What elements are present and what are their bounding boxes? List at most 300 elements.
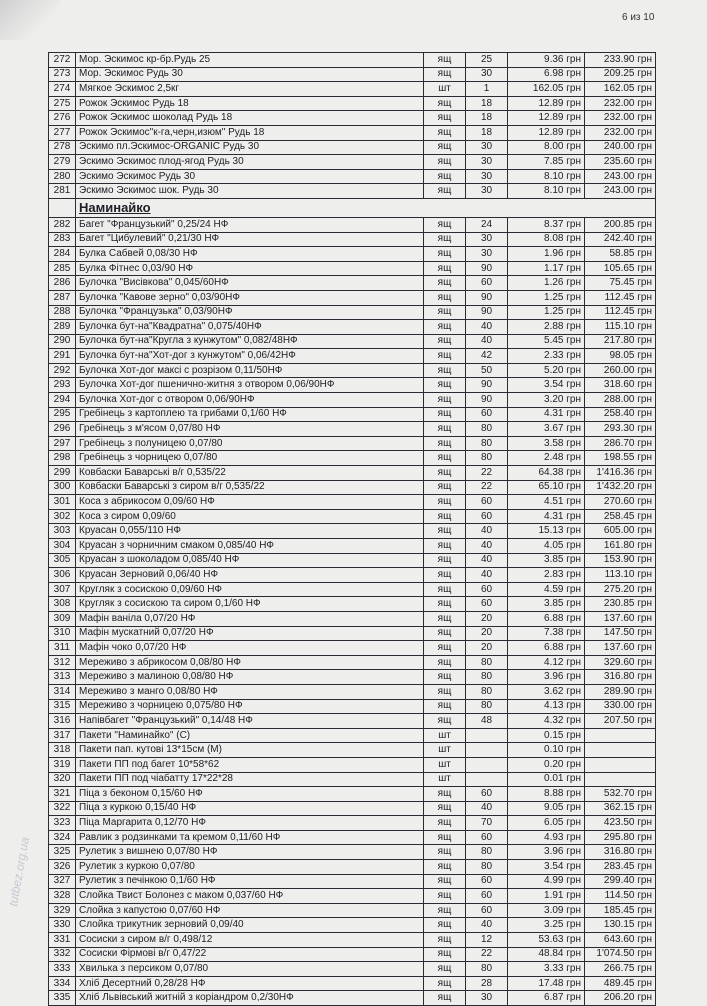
item-total: 266.75 грн bbox=[585, 962, 656, 977]
row-number: 326 bbox=[49, 860, 76, 875]
item-total: 58.85 грн bbox=[585, 247, 656, 262]
item-name: Булочка "Французька" 0,03/90НФ bbox=[76, 305, 424, 320]
item-name: Слойка трикутник зерновий 0,09/40 bbox=[76, 918, 424, 933]
row-number: 306 bbox=[49, 568, 76, 583]
row-number: 279 bbox=[49, 155, 76, 170]
item-name: Слойка з капустою 0,07/60 НФ bbox=[76, 903, 424, 918]
item-quantity: 40 bbox=[466, 539, 508, 554]
item-unit: ящ bbox=[424, 378, 466, 393]
table-row bbox=[49, 436, 656, 451]
item-quantity: 80 bbox=[466, 699, 508, 714]
item-name: Багет "Французький" 0,25/24 НФ bbox=[76, 217, 424, 232]
item-name: Піца з беконом 0,15/60 НФ bbox=[76, 787, 424, 802]
item-total bbox=[585, 772, 656, 787]
item-name: Хліб Десертний 0,28/28 НФ bbox=[76, 976, 424, 991]
item-price: 1.96 грн bbox=[508, 247, 585, 262]
item-unit: ящ bbox=[424, 436, 466, 451]
row-number: 318 bbox=[49, 743, 76, 758]
row-number: 277 bbox=[49, 125, 76, 140]
item-unit: ящ bbox=[424, 111, 466, 126]
table-row bbox=[49, 918, 656, 933]
item-total: 243.00 грн bbox=[585, 169, 656, 184]
item-unit: ящ bbox=[424, 684, 466, 699]
row-number: 286 bbox=[49, 276, 76, 291]
item-total: 260.00 грн bbox=[585, 363, 656, 378]
item-total: 489.45 грн bbox=[585, 976, 656, 991]
row-number: 323 bbox=[49, 816, 76, 831]
item-price: 15.13 грн bbox=[508, 524, 585, 539]
page-number: 6 из 10 bbox=[622, 12, 655, 23]
item-price: 8.00 грн bbox=[508, 140, 585, 155]
item-total: 230.85 грн bbox=[585, 597, 656, 612]
table-row bbox=[49, 155, 656, 170]
item-total: 362.15 грн bbox=[585, 801, 656, 816]
item-quantity: 50 bbox=[466, 363, 508, 378]
item-price: 0.20 грн bbox=[508, 757, 585, 772]
item-name: Булка Фітнес 0,03/90 НФ bbox=[76, 261, 424, 276]
table-row bbox=[49, 641, 656, 656]
table-row bbox=[49, 320, 656, 335]
table-row bbox=[49, 611, 656, 626]
table-row bbox=[49, 830, 656, 845]
item-price: 1.25 грн bbox=[508, 305, 585, 320]
item-total: 243.00 грн bbox=[585, 184, 656, 199]
item-quantity: 12 bbox=[466, 933, 508, 948]
item-quantity: 40 bbox=[466, 801, 508, 816]
item-price: 65.10 грн bbox=[508, 480, 585, 495]
item-name: Ковбаски Баварські в/г 0,535/22 bbox=[76, 466, 424, 481]
item-quantity: 60 bbox=[466, 874, 508, 889]
item-name: Рожок Эскимос"к-га,черн,изюм" Рудь 18 bbox=[76, 125, 424, 140]
table-row bbox=[49, 597, 656, 612]
item-price: 4.31 грн bbox=[508, 509, 585, 524]
item-unit: ящ bbox=[424, 860, 466, 875]
item-name: Рулетик з куркою 0,07/80 bbox=[76, 860, 424, 875]
table-row bbox=[49, 626, 656, 641]
item-price: 3.54 грн bbox=[508, 378, 585, 393]
item-quantity: 70 bbox=[466, 816, 508, 831]
item-total: 318.60 грн bbox=[585, 378, 656, 393]
table-row bbox=[49, 217, 656, 232]
item-name: Булочка бут-на"Кругла з кунжутом" 0,082/48НФ bbox=[76, 334, 424, 349]
item-quantity: 40 bbox=[466, 918, 508, 933]
item-quantity bbox=[466, 728, 508, 743]
item-quantity: 60 bbox=[466, 787, 508, 802]
item-unit: ящ bbox=[424, 816, 466, 831]
item-quantity: 40 bbox=[466, 334, 508, 349]
page-corner-shadow bbox=[0, 0, 60, 40]
item-unit: шт bbox=[424, 772, 466, 787]
item-total: 270.60 грн bbox=[585, 495, 656, 510]
row-number: 280 bbox=[49, 169, 76, 184]
item-unit: ящ bbox=[424, 407, 466, 422]
row-number: 311 bbox=[49, 641, 76, 656]
item-quantity: 90 bbox=[466, 261, 508, 276]
row-number: 324 bbox=[49, 830, 76, 845]
item-total: 288.00 грн bbox=[585, 393, 656, 408]
item-name: Коса з абрикосом 0,09/60 НФ bbox=[76, 495, 424, 510]
item-price: 3.85 грн bbox=[508, 553, 585, 568]
row-number: 303 bbox=[49, 524, 76, 539]
row-number: 315 bbox=[49, 699, 76, 714]
item-total: 75.45 грн bbox=[585, 276, 656, 291]
row-number: 322 bbox=[49, 801, 76, 816]
table-row bbox=[49, 261, 656, 276]
item-quantity bbox=[466, 743, 508, 758]
item-price: 1.25 грн bbox=[508, 290, 585, 305]
table-row bbox=[49, 305, 656, 320]
item-unit: ящ bbox=[424, 641, 466, 656]
item-total: 289.90 грн bbox=[585, 684, 656, 699]
row-number: 282 bbox=[49, 217, 76, 232]
item-total: 112.45 грн bbox=[585, 290, 656, 305]
item-unit: ящ bbox=[424, 699, 466, 714]
item-quantity: 22 bbox=[466, 947, 508, 962]
item-unit: ящ bbox=[424, 305, 466, 320]
item-name: Мереживо з абрикосом 0,08/80 НФ bbox=[76, 655, 424, 670]
item-quantity: 18 bbox=[466, 96, 508, 111]
item-unit: ящ bbox=[424, 480, 466, 495]
item-quantity bbox=[466, 772, 508, 787]
section-title: Наминайко bbox=[76, 198, 656, 217]
table-row bbox=[49, 568, 656, 583]
table-body-after bbox=[49, 217, 656, 1005]
table-row bbox=[49, 947, 656, 962]
item-total: 112.45 грн bbox=[585, 305, 656, 320]
table-row bbox=[49, 553, 656, 568]
item-total: 242.40 грн bbox=[585, 232, 656, 247]
item-total: 198.55 грн bbox=[585, 451, 656, 466]
item-quantity: 90 bbox=[466, 378, 508, 393]
row-number: 312 bbox=[49, 655, 76, 670]
row-number: 281 bbox=[49, 184, 76, 199]
table-row bbox=[49, 334, 656, 349]
item-price: 3.58 грн bbox=[508, 436, 585, 451]
item-unit: ящ bbox=[424, 568, 466, 583]
item-total: 232.00 грн bbox=[585, 111, 656, 126]
item-name: Рожок Эскимос шоколад Рудь 18 bbox=[76, 111, 424, 126]
item-total: 643.60 грн bbox=[585, 933, 656, 948]
item-name: Мереживо з манго 0,08/80 НФ bbox=[76, 684, 424, 699]
item-unit: ящ bbox=[424, 582, 466, 597]
item-quantity: 80 bbox=[466, 860, 508, 875]
item-price: 2.83 грн bbox=[508, 568, 585, 583]
item-price: 2.88 грн bbox=[508, 320, 585, 335]
item-total: 209.25 грн bbox=[585, 67, 656, 82]
row-number: 331 bbox=[49, 933, 76, 948]
item-unit: ящ bbox=[424, 509, 466, 524]
item-unit: ящ bbox=[424, 947, 466, 962]
item-name: Мереживо з малиною 0,08/80 НФ bbox=[76, 670, 424, 685]
item-price: 0.01 грн bbox=[508, 772, 585, 787]
item-quantity: 40 bbox=[466, 553, 508, 568]
item-price: 0.15 грн bbox=[508, 728, 585, 743]
item-total: 137.60 грн bbox=[585, 611, 656, 626]
item-unit: шт bbox=[424, 757, 466, 772]
item-name: Мафін мускатний 0,07/20 НФ bbox=[76, 626, 424, 641]
table-row bbox=[49, 655, 656, 670]
item-quantity: 22 bbox=[466, 480, 508, 495]
table-row bbox=[49, 393, 656, 408]
item-total: 275.20 грн bbox=[585, 582, 656, 597]
item-name: Багет "Цибулевий" 0,21/30 НФ bbox=[76, 232, 424, 247]
item-total: 206.20 грн bbox=[585, 991, 656, 1006]
section-empty-cell bbox=[49, 198, 76, 217]
item-unit: ящ bbox=[424, 830, 466, 845]
item-quantity: 20 bbox=[466, 611, 508, 626]
item-total: 293.30 грн bbox=[585, 422, 656, 437]
item-name: Ковбаски Баварські з сиром в/г 0,535/22 bbox=[76, 480, 424, 495]
item-unit: ящ bbox=[424, 801, 466, 816]
item-name: Мафін ваніла 0,07/20 НФ bbox=[76, 611, 424, 626]
item-quantity: 20 bbox=[466, 641, 508, 656]
item-name: Гребінець з картоплею та грибами 0,1/60 НФ bbox=[76, 407, 424, 422]
item-price: 3.54 грн bbox=[508, 860, 585, 875]
item-quantity: 30 bbox=[466, 169, 508, 184]
item-price: 2.33 грн bbox=[508, 349, 585, 364]
item-total: 295.80 грн bbox=[585, 830, 656, 845]
item-quantity: 24 bbox=[466, 217, 508, 232]
item-unit: ящ bbox=[424, 393, 466, 408]
item-name: Пакети ПП под багет 10*58*62 bbox=[76, 757, 424, 772]
row-number: 325 bbox=[49, 845, 76, 860]
item-price: 6.87 грн bbox=[508, 991, 585, 1006]
item-unit: ящ bbox=[424, 217, 466, 232]
item-unit: ящ bbox=[424, 184, 466, 199]
item-price: 6.05 грн bbox=[508, 816, 585, 831]
item-unit: ящ bbox=[424, 991, 466, 1006]
item-total: 162.05 грн bbox=[585, 82, 656, 97]
item-price: 64.38 грн bbox=[508, 466, 585, 481]
item-total: 316.80 грн bbox=[585, 670, 656, 685]
table-row bbox=[49, 816, 656, 831]
item-total: 240.00 грн bbox=[585, 140, 656, 155]
item-price: 3.96 грн bbox=[508, 670, 585, 685]
item-quantity bbox=[466, 757, 508, 772]
item-unit: ящ bbox=[424, 261, 466, 276]
item-name: Булочка "Висівкова" 0,045/60НФ bbox=[76, 276, 424, 291]
item-name: Мор. Эскимос кр-бр.Рудь 25 bbox=[76, 53, 424, 68]
item-unit: ящ bbox=[424, 655, 466, 670]
table-row bbox=[49, 184, 656, 199]
item-total: 233.90 грн bbox=[585, 53, 656, 68]
table-row bbox=[49, 874, 656, 889]
item-price: 1.17 грн bbox=[508, 261, 585, 276]
item-unit: ящ bbox=[424, 125, 466, 140]
item-unit: ящ bbox=[424, 845, 466, 860]
item-name: Піца Маргарита 0,12/70 НФ bbox=[76, 816, 424, 831]
row-number: 317 bbox=[49, 728, 76, 743]
table-row bbox=[49, 714, 656, 729]
row-number: 334 bbox=[49, 976, 76, 991]
row-number: 288 bbox=[49, 305, 76, 320]
item-quantity: 1 bbox=[466, 82, 508, 97]
item-price: 1.26 грн bbox=[508, 276, 585, 291]
table-row bbox=[49, 684, 656, 699]
item-price: 4.51 грн bbox=[508, 495, 585, 510]
row-number: 273 bbox=[49, 67, 76, 82]
item-quantity: 80 bbox=[466, 962, 508, 977]
item-total: 217.80 грн bbox=[585, 334, 656, 349]
row-number: 333 bbox=[49, 962, 76, 977]
item-name: Піца з куркою 0,15/40 НФ bbox=[76, 801, 424, 816]
item-total: 113.10 грн bbox=[585, 568, 656, 583]
table-row bbox=[49, 378, 656, 393]
table-row bbox=[49, 743, 656, 758]
item-price: 8.37 грн bbox=[508, 217, 585, 232]
item-name: Рулетик з печінкою 0,1/60 НФ bbox=[76, 874, 424, 889]
item-quantity: 25 bbox=[466, 53, 508, 68]
row-number: 329 bbox=[49, 903, 76, 918]
item-name: Булка Сабвей 0,08/30 НФ bbox=[76, 247, 424, 262]
table-row bbox=[49, 772, 656, 787]
row-number: 293 bbox=[49, 378, 76, 393]
row-number: 272 bbox=[49, 53, 76, 68]
item-price: 6.88 грн bbox=[508, 641, 585, 656]
item-unit: ящ bbox=[424, 451, 466, 466]
item-total: 235.60 грн bbox=[585, 155, 656, 170]
item-price: 8.10 грн bbox=[508, 169, 585, 184]
row-number: 291 bbox=[49, 349, 76, 364]
table-row bbox=[49, 962, 656, 977]
item-price: 3.20 грн bbox=[508, 393, 585, 408]
item-quantity: 22 bbox=[466, 466, 508, 481]
row-number: 301 bbox=[49, 495, 76, 510]
item-price: 12.89 грн bbox=[508, 96, 585, 111]
item-unit: ящ bbox=[424, 495, 466, 510]
item-price: 6.88 грн bbox=[508, 611, 585, 626]
row-number: 307 bbox=[49, 582, 76, 597]
item-quantity: 60 bbox=[466, 407, 508, 422]
item-name: Эскимо Эскимос плод-ягод Рудь 30 bbox=[76, 155, 424, 170]
row-number: 290 bbox=[49, 334, 76, 349]
item-total: 114.50 грн bbox=[585, 889, 656, 904]
item-name: Мор. Эскимос Рудь 30 bbox=[76, 67, 424, 82]
item-total: 200.85 грн bbox=[585, 217, 656, 232]
item-total: 153.90 грн bbox=[585, 553, 656, 568]
item-unit: ящ bbox=[424, 553, 466, 568]
item-quantity: 80 bbox=[466, 436, 508, 451]
item-quantity: 48 bbox=[466, 714, 508, 729]
table-row bbox=[49, 140, 656, 155]
item-unit: ящ bbox=[424, 874, 466, 889]
item-name: Гребінець з м'ясом 0,07/80 НФ bbox=[76, 422, 424, 437]
item-name: Коса з сиром 0,09/60 bbox=[76, 509, 424, 524]
item-unit: ящ bbox=[424, 422, 466, 437]
row-number: 309 bbox=[49, 611, 76, 626]
item-quantity: 30 bbox=[466, 232, 508, 247]
item-name: Гребінець з полуницею 0,07/80 bbox=[76, 436, 424, 451]
item-unit: ящ bbox=[424, 334, 466, 349]
row-number: 298 bbox=[49, 451, 76, 466]
item-quantity: 18 bbox=[466, 125, 508, 140]
item-quantity: 18 bbox=[466, 111, 508, 126]
item-price: 8.08 грн bbox=[508, 232, 585, 247]
item-price: 5.45 грн bbox=[508, 334, 585, 349]
item-quantity: 40 bbox=[466, 568, 508, 583]
item-price: 3.67 грн bbox=[508, 422, 585, 437]
item-unit: ящ bbox=[424, 670, 466, 685]
item-name: Булочка бут-на"Квадратна" 0,075/40НФ bbox=[76, 320, 424, 335]
item-quantity: 80 bbox=[466, 655, 508, 670]
item-name: Пакети ПП под чіабатту 17*22*28 bbox=[76, 772, 424, 787]
item-total: 1'432.20 грн bbox=[585, 480, 656, 495]
item-unit: ящ bbox=[424, 597, 466, 612]
item-total: 532.70 грн bbox=[585, 787, 656, 802]
item-name: Кругляк з сосискою 0,09/60 НФ bbox=[76, 582, 424, 597]
item-quantity: 30 bbox=[466, 184, 508, 199]
item-price: 4.12 грн bbox=[508, 655, 585, 670]
row-number: 294 bbox=[49, 393, 76, 408]
row-number: 332 bbox=[49, 947, 76, 962]
item-total: 147.50 грн bbox=[585, 626, 656, 641]
item-name: Гребінець з чорницею 0,07/80 bbox=[76, 451, 424, 466]
item-name: Сосиски Фірмові в/г 0,47/22 bbox=[76, 947, 424, 962]
item-name: Мафін чоко 0,07/20 НФ bbox=[76, 641, 424, 656]
row-number: 335 bbox=[49, 991, 76, 1006]
item-unit: ящ bbox=[424, 889, 466, 904]
item-quantity: 30 bbox=[466, 67, 508, 82]
item-unit: ящ bbox=[424, 276, 466, 291]
item-total: 207.50 грн bbox=[585, 714, 656, 729]
item-name: Булочка бут-на"Хот-дог з кунжутом" 0,06/42НФ bbox=[76, 349, 424, 364]
table-row bbox=[49, 451, 656, 466]
item-price: 3.09 грн bbox=[508, 903, 585, 918]
table-row bbox=[49, 53, 656, 68]
item-unit: ящ bbox=[424, 169, 466, 184]
table-row bbox=[49, 524, 656, 539]
item-price: 3.85 грн bbox=[508, 597, 585, 612]
item-total: 329.60 грн bbox=[585, 655, 656, 670]
item-unit: ящ bbox=[424, 962, 466, 977]
item-price: 8.10 грн bbox=[508, 184, 585, 199]
item-total: 232.00 грн bbox=[585, 125, 656, 140]
table-row bbox=[49, 67, 656, 82]
table-row bbox=[49, 728, 656, 743]
row-number: 327 bbox=[49, 874, 76, 889]
item-total: 130.15 грн bbox=[585, 918, 656, 933]
table-row bbox=[49, 247, 656, 262]
item-name: Эскимо Эскимос шок. Рудь 30 bbox=[76, 184, 424, 199]
table-row bbox=[49, 276, 656, 291]
table-row bbox=[49, 845, 656, 860]
table-row bbox=[49, 860, 656, 875]
item-unit: ящ bbox=[424, 611, 466, 626]
item-name: Пакети пап. кутові 13*15см (М) bbox=[76, 743, 424, 758]
item-price: 4.13 грн bbox=[508, 699, 585, 714]
item-unit: ящ bbox=[424, 140, 466, 155]
item-price: 5.20 грн bbox=[508, 363, 585, 378]
item-quantity: 60 bbox=[466, 509, 508, 524]
item-unit: шт bbox=[424, 728, 466, 743]
item-total: 161.80 грн bbox=[585, 539, 656, 554]
item-quantity: 60 bbox=[466, 903, 508, 918]
item-quantity: 60 bbox=[466, 597, 508, 612]
item-unit: ящ bbox=[424, 626, 466, 641]
row-number: 319 bbox=[49, 757, 76, 772]
table-row bbox=[49, 801, 656, 816]
item-unit: ящ bbox=[424, 976, 466, 991]
table-row bbox=[49, 787, 656, 802]
item-total: 1'416.36 грн bbox=[585, 466, 656, 481]
row-number: 299 bbox=[49, 466, 76, 481]
item-price: 4.31 грн bbox=[508, 407, 585, 422]
item-price: 4.32 грн bbox=[508, 714, 585, 729]
item-price: 4.59 грн bbox=[508, 582, 585, 597]
item-quantity: 80 bbox=[466, 451, 508, 466]
item-price: 162.05 грн bbox=[508, 82, 585, 97]
item-quantity: 90 bbox=[466, 305, 508, 320]
